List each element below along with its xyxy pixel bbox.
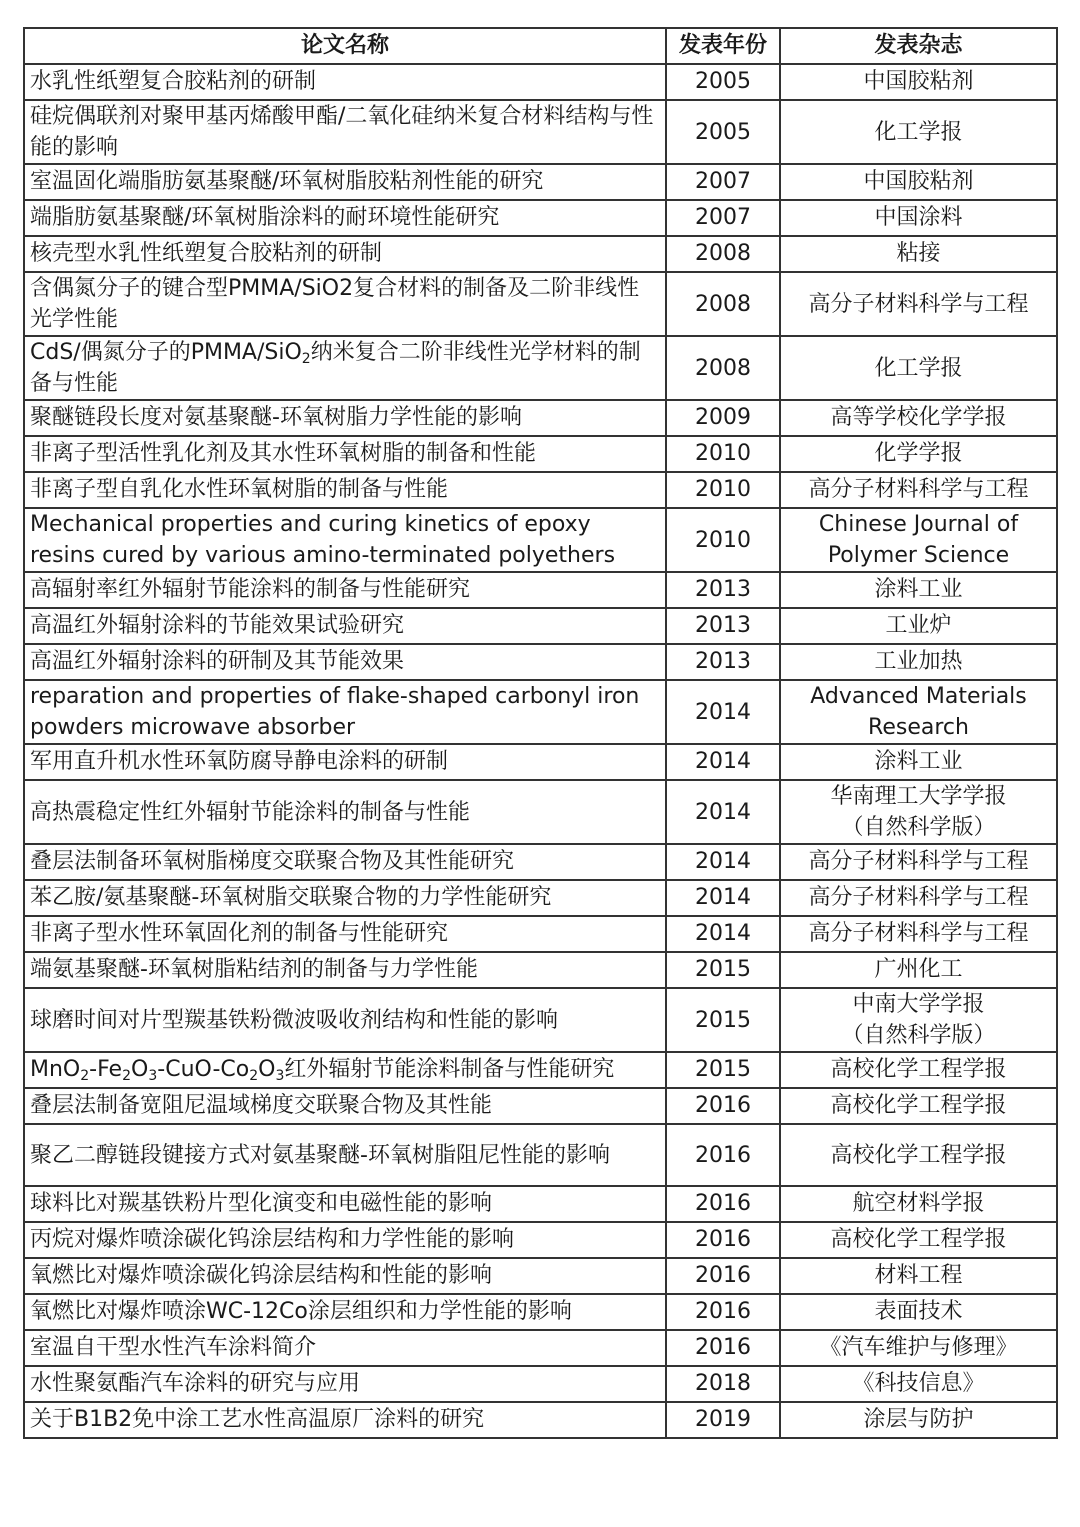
publication-year: 2007 <box>666 200 780 236</box>
publication-year: 2005 <box>666 100 780 164</box>
subscript: 2 <box>80 1068 90 1084</box>
table-row <box>24 1222 1057 1258</box>
table-row <box>24 400 1057 436</box>
publication-year: 2015 <box>666 988 780 1052</box>
table-row <box>24 1088 1057 1124</box>
title-part: -Fe <box>89 1057 123 1082</box>
journal-name: 高分子材料科学与工程 <box>780 880 1057 916</box>
paper-title: 聚醚链段长度对氨基聚醚-环氧树脂力学性能的影响 <box>24 400 666 436</box>
journal-name: 高校化学工程学报 <box>780 1052 1057 1088</box>
publication-year: 2016 <box>666 1258 780 1294</box>
journal-name: 高校化学工程学报 <box>780 1088 1057 1124</box>
title-part: 纳米复合二阶非线性光学材料的制备与性能 <box>30 340 641 396</box>
header-row <box>24 28 1057 64</box>
paper-title: 关于B1B2免中涂工艺水性高温原厂涂料的研究 <box>24 1402 666 1438</box>
table-row <box>24 472 1057 508</box>
table-row <box>24 1330 1057 1366</box>
journal-name: 材料工程 <box>780 1258 1057 1294</box>
paper-title: 非离子型自乳化水性环氧树脂的制备与性能 <box>24 472 666 508</box>
paper-title: 军用直升机水性环氧防腐导静电涂料的研制 <box>24 744 666 780</box>
publication-year: 2013 <box>666 572 780 608</box>
paper-title: 高温红外辐射涂料的节能效果试验研究 <box>24 608 666 644</box>
table-row <box>24 952 1057 988</box>
title-part: O <box>258 1057 276 1082</box>
table-row <box>24 436 1057 472</box>
publication-year: 2014 <box>666 916 780 952</box>
publication-year: 2013 <box>666 608 780 644</box>
header-title: 论文名称 <box>24 28 666 64</box>
journal-name: 高分子材料科学与工程 <box>780 472 1057 508</box>
journal-name: 高分子材料科学与工程 <box>780 844 1057 880</box>
table-row <box>24 164 1057 200</box>
table-row <box>24 988 1057 1052</box>
journal-name: 粘接 <box>780 236 1057 272</box>
paper-title: 非离子型活性乳化剂及其水性环氧树脂的制备和性能 <box>24 436 666 472</box>
publication-year: 2016 <box>666 1124 780 1186</box>
paper-title: 核壳型水乳性纸塑复合胶粘剂的研制 <box>24 236 666 272</box>
publication-year: 2016 <box>666 1222 780 1258</box>
paper-title: 氧燃比对爆炸喷涂碳化钨涂层结构和性能的影响 <box>24 1258 666 1294</box>
subscript: 2 <box>249 1068 259 1084</box>
table-row <box>24 644 1057 680</box>
subscript: 3 <box>148 1068 158 1084</box>
journal-name: 化工学报 <box>780 336 1057 400</box>
journal-name: 高分子材料科学与工程 <box>780 272 1057 336</box>
publication-year: 2008 <box>666 336 780 400</box>
journal-name <box>780 780 1057 844</box>
paper-title: 丙烷对爆炸喷涂碳化钨涂层结构和力学性能的影响 <box>24 1222 666 1258</box>
journal-name: 工业炉 <box>780 608 1057 644</box>
publication-year: 2014 <box>666 880 780 916</box>
publication-year: 2007 <box>666 164 780 200</box>
table-row <box>24 680 1057 744</box>
paper-title: 高热震稳定性红外辐射节能涂料的制备与性能 <box>24 780 666 844</box>
publication-year: 2008 <box>666 272 780 336</box>
table-row <box>24 100 1057 164</box>
paper-title: 苯乙胺/氨基聚醚-环氧树脂交联聚合物的力学性能研究 <box>24 880 666 916</box>
table-body <box>24 64 1057 1438</box>
paper-title: 叠层法制备环氧树脂梯度交联聚合物及其性能研究 <box>24 844 666 880</box>
journal-name: 中国胶粘剂 <box>780 164 1057 200</box>
journal-line: Polymer Science <box>827 543 1010 568</box>
paper-title: 硅烷偶联剂对聚甲基丙烯酸甲酯/二氧化硅纳米复合材料结构与性能的影响 <box>24 100 666 164</box>
publication-year: 2015 <box>666 952 780 988</box>
title-part: O <box>131 1057 149 1082</box>
journal-name: 工业加热 <box>780 644 1057 680</box>
table-row <box>24 1052 1057 1088</box>
paper-title: 叠层法制备宽阻尼温域梯度交联聚合物及其性能 <box>24 1088 666 1124</box>
publication-year: 2019 <box>666 1402 780 1438</box>
paper-title: 高温红外辐射涂料的研制及其节能效果 <box>24 644 666 680</box>
table-row <box>24 236 1057 272</box>
table-row <box>24 744 1057 780</box>
paper-title: 球磨时间对片型羰基铁粉微波吸收剂结构和性能的影响 <box>24 988 666 1052</box>
publication-year: 2014 <box>666 780 780 844</box>
table-row <box>24 844 1057 880</box>
journal-line: Research <box>868 715 969 740</box>
table-row <box>24 916 1057 952</box>
journal-name: 高校化学工程学报 <box>780 1124 1057 1186</box>
header-year: 发表年份 <box>666 28 780 64</box>
paper-title: 聚乙二醇链段键接方式对氨基聚醚-环氧树脂阻尼性能的影响 <box>24 1124 666 1186</box>
paper-title: 含偶氮分子的键合型PMMA/SiO2复合材料的制备及二阶非线性光学性能 <box>24 272 666 336</box>
subscript: 2 <box>122 1068 132 1084</box>
paper-title: 端氨基聚醚-环氧树脂粘结剂的制备与力学性能 <box>24 952 666 988</box>
journal-name: 《汽车维护与修理》 <box>780 1330 1057 1366</box>
journal-name: 中国涂料 <box>780 200 1057 236</box>
title-part: MnO <box>30 1057 81 1082</box>
publication-year: 2016 <box>666 1294 780 1330</box>
subscript: 3 <box>275 1068 285 1084</box>
title-part: CdS/偶氮分子的PMMA/SiO <box>30 340 302 365</box>
journal-name: 涂料工业 <box>780 572 1057 608</box>
publication-year: 2018 <box>666 1366 780 1402</box>
publication-year: 2008 <box>666 236 780 272</box>
table-row <box>24 336 1057 400</box>
journal-line: （自然科学版） <box>841 1023 996 1048</box>
publication-year: 2014 <box>666 680 780 744</box>
table-row <box>24 1366 1057 1402</box>
publication-year: 2015 <box>666 1052 780 1088</box>
journal-line: （自然科学版） <box>841 815 996 840</box>
table-row <box>24 780 1057 844</box>
publication-year: 2010 <box>666 436 780 472</box>
table-row <box>24 880 1057 916</box>
publication-year: 2016 <box>666 1330 780 1366</box>
journal-line: Advanced Materials <box>810 684 1027 709</box>
table-row <box>24 272 1057 336</box>
journal-name: 涂层与防护 <box>780 1402 1057 1438</box>
paper-title: 氧燃比对爆炸喷涂WC-12Co涂层组织和力学性能的影响 <box>24 1294 666 1330</box>
journal-name: 化工学报 <box>780 100 1057 164</box>
paper-title: Mechanical properties and curing kinetics of epoxy resins cured by various amino-terminated polyethers <box>24 508 666 572</box>
publication-year: 2016 <box>666 1186 780 1222</box>
journal-line: 中南大学学报 <box>852 992 985 1017</box>
paper-title: 水性聚氨酯汽车涂料的研究与应用 <box>24 1366 666 1402</box>
publication-year: 2013 <box>666 644 780 680</box>
table-row <box>24 1258 1057 1294</box>
journal-name: 高等学校化学学报 <box>780 400 1057 436</box>
paper-title: 水乳性纸塑复合胶粘剂的研制 <box>24 64 666 100</box>
journal-line: 华南理工大学学报 <box>830 784 1007 809</box>
title-part: -CuO-Co <box>157 1057 250 1082</box>
header-journal: 发表杂志 <box>780 28 1057 64</box>
publication-year: 2009 <box>666 400 780 436</box>
journal-name <box>780 508 1057 572</box>
publication-year: 2014 <box>666 844 780 880</box>
journal-name: 高分子材料科学与工程 <box>780 916 1057 952</box>
publication-year: 2016 <box>666 1088 780 1124</box>
publication-year: 2005 <box>666 64 780 100</box>
table-row <box>24 64 1057 100</box>
table-row <box>24 1186 1057 1222</box>
journal-name: 高校化学工程学报 <box>780 1222 1057 1258</box>
papers-table <box>23 27 1058 1439</box>
table-row <box>24 1402 1057 1438</box>
subscript: 2 <box>301 351 311 367</box>
journal-name <box>780 680 1057 744</box>
paper-title: 非离子型水性环氧固化剂的制备与性能研究 <box>24 916 666 952</box>
journal-name: 航空材料学报 <box>780 1186 1057 1222</box>
journal-name: 中国胶粘剂 <box>780 64 1057 100</box>
table-row <box>24 1294 1057 1330</box>
paper-title <box>24 1052 666 1088</box>
journal-name: 《科技信息》 <box>780 1366 1057 1402</box>
paper-title: 室温自干型水性汽车涂料简介 <box>24 1330 666 1366</box>
journal-name: 广州化工 <box>780 952 1057 988</box>
paper-title: 高辐射率红外辐射节能涂料的制备与性能研究 <box>24 572 666 608</box>
paper-title: 球料比对羰基铁粉片型化演变和电磁性能的影响 <box>24 1186 666 1222</box>
journal-line: Chinese Journal of <box>818 512 1019 537</box>
table-row <box>24 572 1057 608</box>
table-row <box>24 1124 1057 1186</box>
table-row <box>24 508 1057 572</box>
publication-year: 2010 <box>666 508 780 572</box>
journal-name: 涂料工业 <box>780 744 1057 780</box>
publication-year: 2010 <box>666 472 780 508</box>
table-row <box>24 200 1057 236</box>
title-part: 红外辐射节能涂料制备与性能研究 <box>284 1057 615 1082</box>
paper-title: 室温固化端脂肪氨基聚醚/环氧树脂胶粘剂性能的研究 <box>24 164 666 200</box>
table-row <box>24 608 1057 644</box>
publication-year: 2014 <box>666 744 780 780</box>
paper-title: 端脂肪氨基聚醚/环氧树脂涂料的耐环境性能研究 <box>24 200 666 236</box>
paper-title: reparation and properties of flake-shaped carbonyl iron powders microwave absorber <box>24 680 666 744</box>
journal-name <box>780 988 1057 1052</box>
journal-name: 化学学报 <box>780 436 1057 472</box>
paper-title <box>24 336 666 400</box>
journal-name: 表面技术 <box>780 1294 1057 1330</box>
